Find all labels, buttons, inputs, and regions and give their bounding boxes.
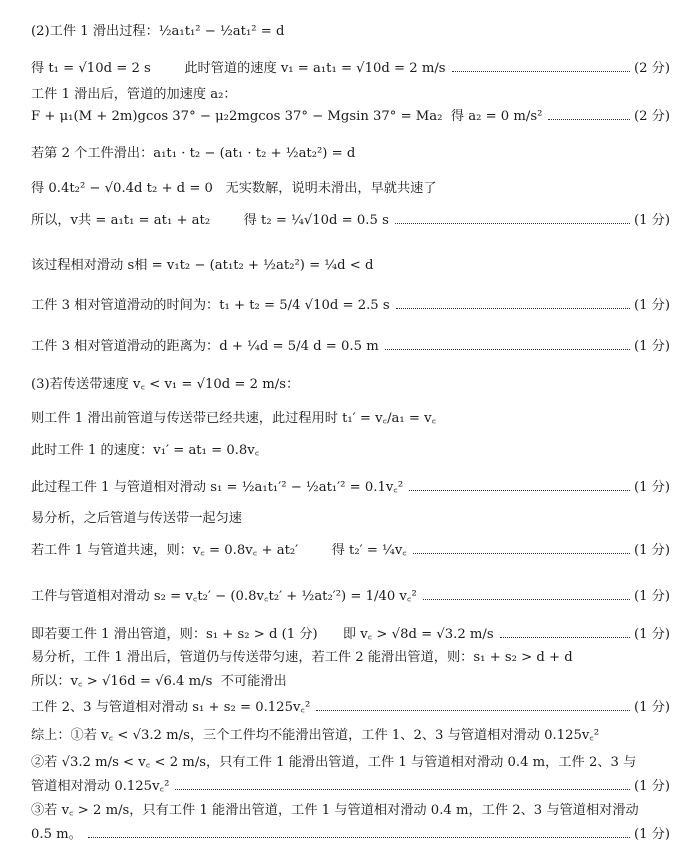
solution-line — [31, 60, 670, 78]
score-label: (2 分) — [633, 109, 670, 124]
line-text: (3)若传送带速度 v꜀ < v₁ = √10d = 2 m/s： — [31, 377, 300, 392]
solution-line — [31, 108, 670, 126]
solution-line — [31, 699, 670, 717]
solution-line — [31, 86, 670, 104]
solution-line — [31, 673, 670, 691]
dot-leader — [423, 599, 630, 600]
solution-line — [31, 479, 670, 497]
solution-line — [31, 257, 670, 275]
line-text: 该过程相对滑动 s相 = v₁t₂ − (at₁t₂ + ½at₂²) = ¼d < d — [31, 258, 374, 273]
score-label: (1 分) — [633, 827, 670, 842]
dot-leader — [413, 553, 630, 554]
solution-line — [31, 376, 670, 394]
dot-leader — [409, 490, 630, 491]
line-text: 此时工件 1 的速度：v₁′ = at₁ = 0.8v꜀ — [31, 443, 260, 458]
line-text: 若工件 1 与管道共速，则：v꜀ = 0.8v꜀ + at₂′ 得 t₂′ = ¼v꜀ — [31, 543, 407, 558]
solution-line — [31, 180, 670, 198]
line-text: 若第 2 个工件滑出：a₁t₁ · t₂ − (at₁ · t₂ + ½at₂²) = d — [31, 146, 356, 161]
dot-leader — [88, 837, 630, 838]
solution-line — [31, 626, 670, 644]
solution-line — [31, 802, 670, 820]
score-label: (1 分) — [633, 543, 670, 558]
score-label: (1 分) — [633, 480, 670, 495]
line-text: F + μ₁(M + 2m)gcos 37° − μ₂2mgcos 37° − Mgsin 37° = Ma₂ 得 a₂ = 0 m/s² — [31, 109, 543, 124]
dot-leader — [316, 710, 630, 711]
score-label: (1 分) — [633, 700, 670, 715]
solution-line — [31, 297, 670, 315]
solution-line — [31, 778, 670, 796]
line-text: (2)工件 1 滑出过程：½a₁t₁² − ½at₁² = d — [31, 24, 285, 39]
line-text: 0.5 m。 — [31, 827, 82, 842]
score-label: (1 分) — [633, 213, 670, 228]
solution-line — [31, 410, 670, 428]
line-text: 所以：v꜀ > √16d = √6.4 m/s 不可能滑出 — [31, 674, 287, 689]
solution-line — [31, 588, 670, 606]
solution-line — [31, 212, 670, 230]
score-label: (1 分) — [633, 298, 670, 313]
line-text: 所以，v共 = a₁t₁ = at₁ + at₂ 得 t₂ = ¼√10d = 0.5 s — [31, 213, 389, 228]
solution-line — [31, 23, 670, 41]
line-text: 工件 3 相对管道滑动的距离为：d + ¼d = 5/4 d = 0.5 m — [31, 339, 379, 354]
solution-line — [31, 826, 670, 844]
line-text: 综上：①若 v꜀ < √3.2 m/s，三个工件均不能滑出管道，工件 1、2、3 与管道相对滑动 0.125v꜀² — [31, 728, 600, 743]
score-label: (1 分) — [633, 779, 670, 794]
line-text: 工件 1 滑出后，管道的加速度 a₂： — [31, 87, 237, 102]
solution-line — [31, 338, 670, 356]
score-label: (2 分) — [633, 61, 670, 76]
line-text: 工件与管道相对滑动 s₂ = v꜀t₂′ − (0.8v꜀t₂′ + ½at₂′²) = 1/40 v꜀² — [31, 589, 417, 604]
dot-leader — [385, 349, 630, 350]
line-text: ③若 v꜀ > 2 m/s，只有工件 1 能滑出管道，工件 1 与管道相对滑动 0.4 m，工件 2、3 与管道相对滑动 — [31, 803, 639, 818]
dot-leader — [452, 71, 630, 72]
line-text: 即若要工件 1 滑出管道，则：s₁ + s₂ > d (1 分) 即 v꜀ > √8d = √3.2 m/s — [31, 627, 494, 642]
dot-leader — [548, 119, 630, 120]
line-text: 则工件 1 滑出前管道与传送带已经共速，此过程用时 t₁′ = v꜀/a₁ = v꜀ — [31, 411, 437, 426]
score-label: (1 分) — [633, 627, 670, 642]
score-label: (1 分) — [633, 589, 670, 604]
line-text: 得 0.4t₂² − √0.4d t₂ + d = 0 无实数解，说明未滑出，早就共速了 — [31, 181, 437, 196]
solution-line — [31, 510, 670, 528]
line-text: 易分析，之后管道与传送带一起匀速 — [31, 511, 242, 526]
line-text: 管道相对滑动 0.125v꜀² — [31, 779, 170, 794]
line-text: 工件 2、3 与管道相对滑动 s₁ + s₂ = 0.125v꜀² — [31, 700, 311, 715]
score-label: (1 分) — [633, 339, 670, 354]
solution-line — [31, 145, 670, 163]
line-text: 此过程工件 1 与管道相对滑动 s₁ = ½a₁t₁′² − ½at₁′² = 0.1v꜀² — [31, 480, 404, 495]
dot-leader — [396, 308, 630, 309]
solution-line — [31, 442, 670, 460]
solution-line — [31, 649, 670, 667]
line-text: 易分析，工件 1 滑出后，管道仍与传送带匀速，若工件 2 能滑出管道，则：s₁ + s₂ > d + d — [31, 650, 573, 665]
solution-line — [31, 542, 670, 560]
line-text: ②若 √3.2 m/s < v꜀ < 2 m/s，只有工件 1 能滑出管道，工件 1 与管道相对滑动 0.4 m，工件 2、3 与 — [31, 755, 637, 770]
dot-leader — [175, 789, 630, 790]
line-text: 工件 3 相对管道滑动的时间为：t₁ + t₂ = 5/4 √10d = 2.5 s — [31, 298, 390, 313]
solution-line — [31, 754, 670, 772]
dot-leader — [395, 223, 630, 224]
dot-leader — [500, 637, 630, 638]
line-text: 得 t₁ = √10d = 2 s 此时管道的速度 v₁ = a₁t₁ = √10d = 2 m/s — [31, 61, 446, 76]
solution-line — [31, 727, 670, 745]
